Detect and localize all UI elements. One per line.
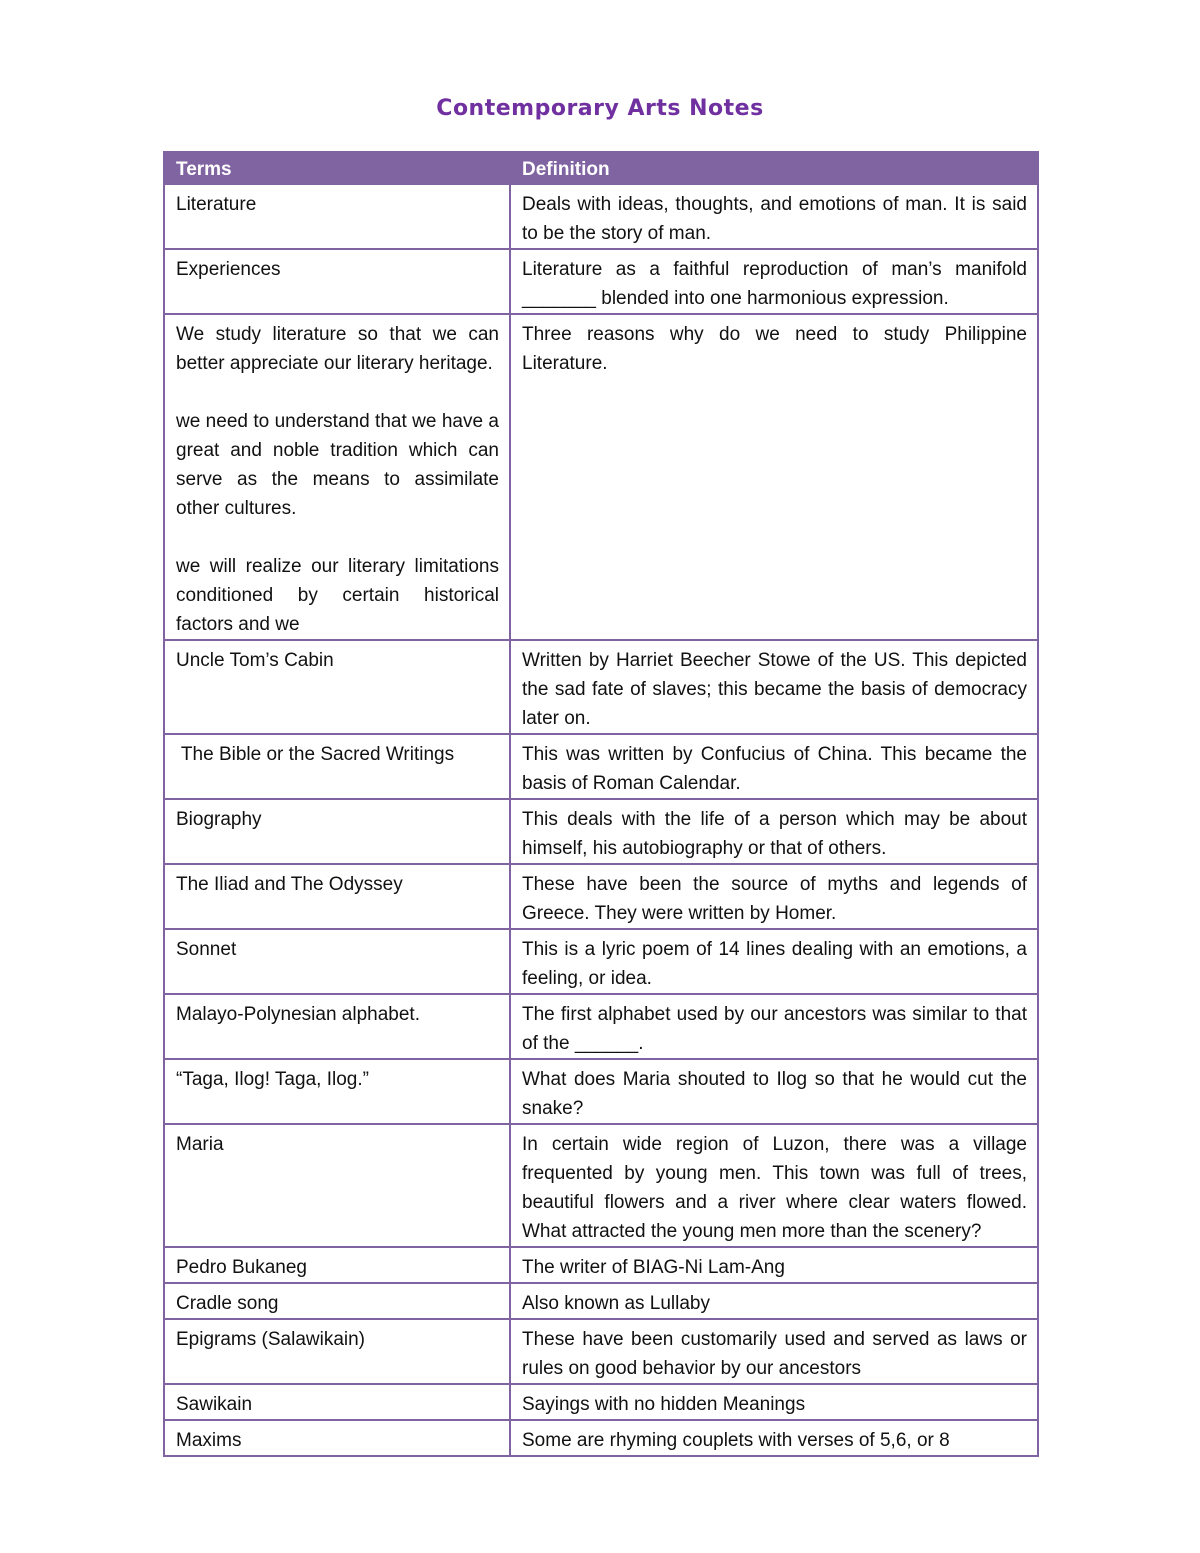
terms-table — [163, 151, 1039, 1457]
definition-cell: Three reasons why do we need to study Philippine Literature. — [510, 314, 1038, 640]
term-text: Malayo-Polynesian alphabet. — [176, 1004, 420, 1025]
definition-cell: What does Maria shouted to Ilog so that he would cut the snake? — [510, 1059, 1038, 1124]
definition-cell: These have been the source of myths and legends of Greece. They were written by Homer. — [510, 864, 1038, 929]
term-cell — [164, 1420, 510, 1456]
term-text: Sonnet — [176, 939, 237, 960]
term-cell — [164, 249, 510, 314]
definition-cell: This is a lyric poem of 14 lines dealing with an emotions, a feeling, or idea. — [510, 929, 1038, 994]
table-row — [164, 314, 1038, 640]
table-row — [164, 249, 1038, 314]
term-text: we will realize our literary limitations conditioned by certain historical factors and we — [176, 556, 499, 635]
definition-cell: These have been customarily used and served as laws or rules on good behavior by our ancestors — [510, 1319, 1038, 1384]
term-text: Experiences — [176, 259, 281, 280]
term-text: The Bible or the Sacred Writings — [176, 744, 455, 765]
term-cell — [164, 314, 510, 640]
table-row — [164, 734, 1038, 799]
header-definition: Definition — [510, 152, 1038, 184]
table-row — [164, 1059, 1038, 1124]
definition-cell: In certain wide region of Luzon, there was a village frequented by young men. This town was full of trees, beautiful flowers and a river where clear waters flowed. What attracted the young men more than the scenery? — [510, 1124, 1038, 1247]
term-cell — [164, 1059, 510, 1124]
table-row — [164, 994, 1038, 1059]
term-cell — [164, 640, 510, 734]
term-text: Literature — [176, 194, 257, 215]
table-row — [164, 1124, 1038, 1247]
definition-cell: This was written by Confucius of China. This became the basis of Roman Calendar. — [510, 734, 1038, 799]
table-row — [164, 929, 1038, 994]
term-cell — [164, 799, 510, 864]
table-row — [164, 1247, 1038, 1283]
table-row — [164, 1420, 1038, 1456]
term-text: “Taga, Ilog! Taga, Ilog.” — [176, 1069, 369, 1090]
term-text: we need to understand that we have a great and noble tradition which can serve as the means to assimilate other cultures. — [176, 411, 499, 519]
definition-cell: The writer of BIAG-Ni Lam-Ang — [510, 1247, 1038, 1283]
definition-cell: Some are rhyming couplets with verses of 5,6, or 8 — [510, 1420, 1038, 1456]
term-cell — [164, 184, 510, 249]
term-cell — [164, 864, 510, 929]
table-row — [164, 1384, 1038, 1420]
definition-cell: Deals with ideas, thoughts, and emotions of man. It is said to be the story of man. — [510, 184, 1038, 249]
term-cell — [164, 1283, 510, 1319]
term-text: The Iliad and The Odyssey — [176, 874, 403, 895]
term-cell — [164, 1384, 510, 1420]
term-cell — [164, 994, 510, 1059]
term-cell — [164, 1247, 510, 1283]
term-text: Biography — [176, 809, 262, 830]
term-text: Sawikain — [176, 1394, 253, 1415]
term-cell — [164, 1124, 510, 1247]
term-text: Uncle Tom’s Cabin — [176, 650, 334, 671]
term-cell — [164, 929, 510, 994]
term-cell — [164, 734, 510, 799]
header-terms: Terms — [164, 152, 510, 184]
table-row — [164, 1319, 1038, 1384]
term-text: We study literature so that we can better appreciate our literary heritage. — [176, 324, 499, 374]
table-row — [164, 184, 1038, 249]
term-text: Pedro Bukaneg — [176, 1257, 307, 1278]
term-text: Cradle song — [176, 1293, 279, 1314]
term-text: Maxims — [176, 1430, 242, 1451]
table-header-row — [164, 152, 1038, 184]
table-row — [164, 1283, 1038, 1319]
table-row — [164, 864, 1038, 929]
table-row — [164, 799, 1038, 864]
table-row — [164, 640, 1038, 734]
term-text: Epigrams (Salawikain) — [176, 1329, 366, 1350]
term-cell — [164, 1319, 510, 1384]
definition-cell: The first alphabet used by our ancestors was similar to that of the ______. — [510, 994, 1038, 1059]
definition-cell: This deals with the life of a person which may be about himself, his autobiography or that of others. — [510, 799, 1038, 864]
term-text: Maria — [176, 1134, 224, 1155]
definition-cell: Sayings with no hidden Meanings — [510, 1384, 1038, 1420]
definition-cell: Also known as Lullaby — [510, 1283, 1038, 1319]
definition-cell: Written by Harriet Beecher Stowe of the US. This depicted the sad fate of slaves; this became the basis of democracy later on. — [510, 640, 1038, 734]
definition-cell: Literature as a faithful reproduction of man’s manifold _______ blended into one harmonious expression. — [510, 249, 1038, 314]
page-title: Contemporary Arts Notes — [436, 96, 764, 121]
